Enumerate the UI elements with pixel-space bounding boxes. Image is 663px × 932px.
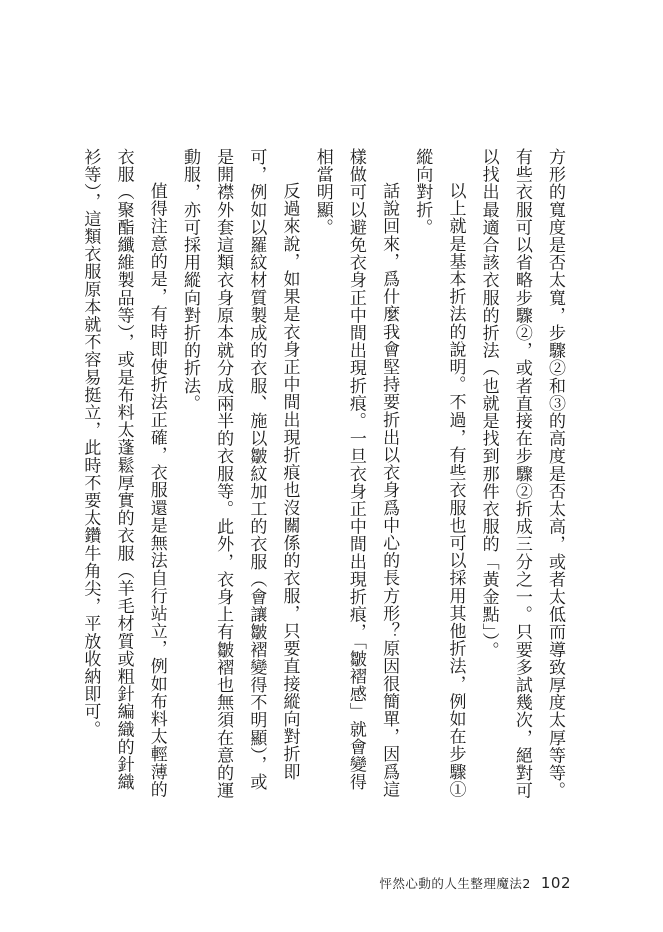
paragraph-start-column: 以上就是基本折法的說明。不過，有些衣服也可以採用其他折法，例如在步驟① — [445, 182, 466, 798]
text-column: 衫等），這類衣服原本就不容易挺立，此時不要太鑽牛角尖，平放收納即可。 — [80, 148, 101, 738]
text-column: 樣做可以避免衣身正中間出現折痕。一旦衣身正中間出現折痕，「皺褶感」就會變得 — [345, 148, 366, 791]
text-column: 可，例如以羅紋材質製成的衣服、施以皺紋加工的衣服（會讓皺褶變得不明顯），或 — [246, 148, 267, 791]
page-footer — [379, 874, 571, 892]
page-number: 102 — [540, 874, 571, 892]
paragraph-start-column: 值得注意的是，有時即使折法正確，衣服還是無法自行站立，例如布料太輕薄的 — [146, 182, 167, 798]
text-column: 相當明顯。 — [312, 148, 333, 236]
text-column: 以找出最適合該衣服的折法（也就是找到那件衣服的「黃金點」）。 — [478, 148, 499, 659]
text-column: 縱向對折。 — [412, 148, 433, 236]
body-text — [73, 148, 571, 864]
text-column: 有些衣服可以省略步驟②，或者直接在步驟②折成三分之一。只要多試幾次，絕對可 — [511, 148, 532, 800]
text-column: 衣服（聚酯纖維製品等），或是布料太蓬鬆厚實的衣服（羊毛材質或粗針編織的針織 — [113, 148, 134, 791]
text-column: 是開襟外套這類衣身原本就分成兩半的衣服等。此外，衣身上有皺褶也無須在意的運 — [213, 148, 234, 800]
paragraph-start-column: 話說回來，爲什麼我會堅持要折出以衣身爲中心的長方形？原因很簡單，因爲這 — [379, 182, 400, 798]
running-title: 怦然心動的人生整理魔法2 — [379, 876, 531, 891]
paragraph-start-column: 反過來說，如果是衣身正中間出現折痕也沒關係的衣服，只要直接縱向對折即 — [279, 182, 300, 781]
text-column: 動服，亦可採用縱向對折的折法。 — [179, 148, 200, 412]
text-column: 方形的寬度是否太寬，步驟②和③的高度是否太高，或者太低而導致厚度太厚等等。 — [545, 148, 565, 800]
